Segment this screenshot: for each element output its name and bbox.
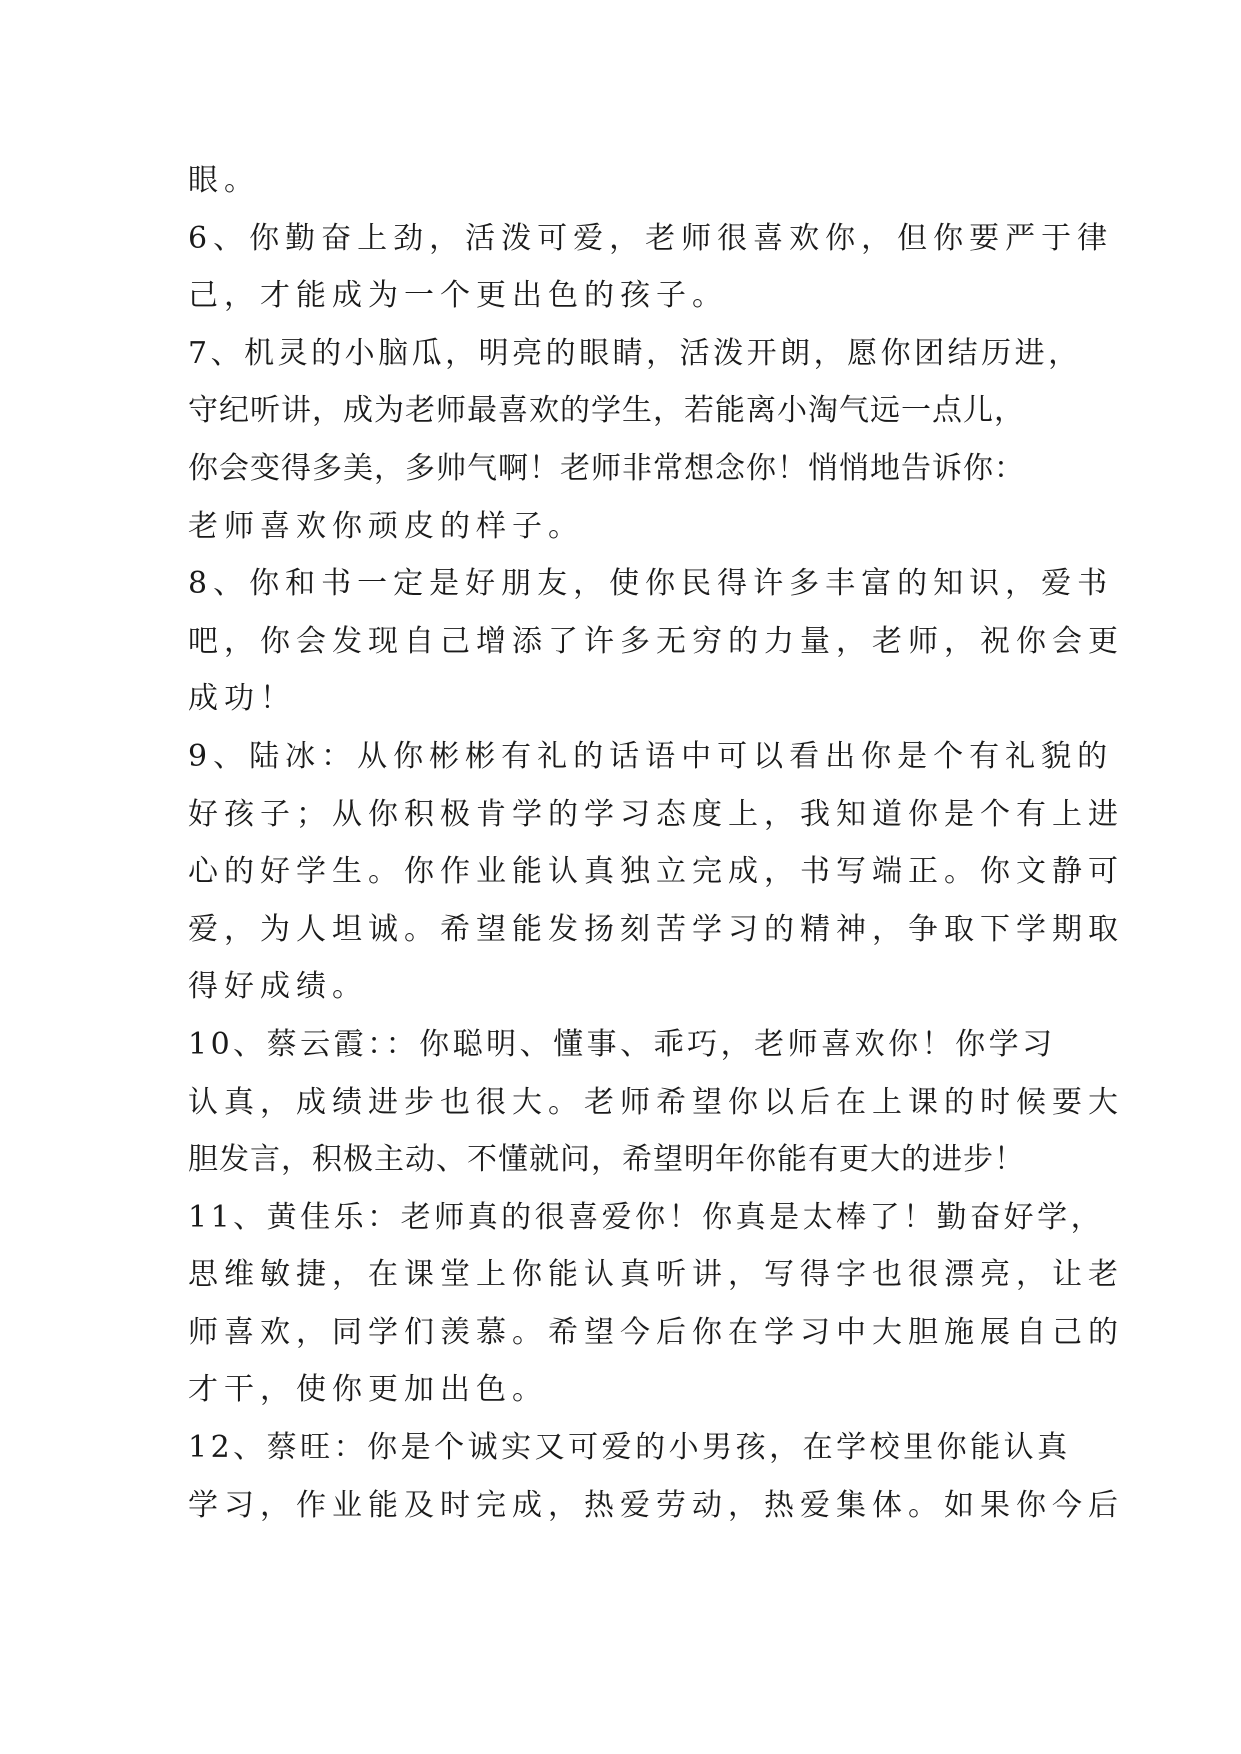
text-line: 吧，你会发现自己增添了许多无穷的力量，老师，祝你会更 bbox=[188, 623, 1124, 659]
text-line: 成功！ bbox=[188, 681, 296, 717]
text-line: 己，才能成为一个更出色的孩子。 bbox=[188, 278, 728, 314]
text-line: 老师喜欢你顽皮的样子。 bbox=[188, 508, 584, 544]
text-line: 7、机灵的小脑瓜，明亮的眼睛，活泼开朗，愿你团结历进， bbox=[188, 335, 1082, 371]
text-line: 得好成绩。 bbox=[188, 969, 368, 1005]
text-line: 8、你和书一定是好朋友，使你民得许多丰富的知识，爱书 bbox=[188, 566, 1114, 602]
text-line: 好孩子；从你积极肯学的学习态度上，我知道你是个有上进 bbox=[188, 796, 1124, 832]
text-line: 11、黄佳乐：老师真的很喜爱你！你真是太棒了！勤奋好学， bbox=[188, 1199, 1105, 1235]
text-line: 12、蔡旺：你是个诚实又可爱的小男孩，在学校里你能认真 bbox=[188, 1430, 1071, 1466]
text-line: 你会变得多美，多帅气啊！老师非常想念你！悄悄地告诉你： bbox=[188, 450, 1025, 486]
text-line: 9、陆冰：从你彬彬有礼的话语中可以看出你是个有礼貌的 bbox=[188, 738, 1114, 774]
text-line: 师喜欢，同学们羡慕。希望今后你在学习中大胆施展自己的 bbox=[188, 1314, 1124, 1350]
text-line: 守纪听讲，成为老师最喜欢的学生，若能离小淘气远一点儿， bbox=[188, 393, 1025, 429]
text-line: 眼。 bbox=[188, 163, 260, 198]
text-line: 学习，作业能及时完成，热爱劳动，热爱集体。如果你今后 bbox=[188, 1487, 1124, 1523]
text-line: 思维敏捷，在课堂上你能认真听讲，写得字也很漂亮，让老 bbox=[188, 1257, 1124, 1293]
text-line: 认真，成绩进步也很大。老师希望你以后在上课的时候要大 bbox=[188, 1084, 1124, 1120]
document-body bbox=[188, 152, 1124, 1534]
text-line: 胆发言，积极主动、不懂就问，希望明年你能有更大的进步！ bbox=[188, 1142, 1025, 1178]
text-line: 心的好学生。你作业能认真独立完成，书写端正。你文静可 bbox=[188, 854, 1124, 890]
text-line: 10、蔡云霞：：你聪明、懂事、乖巧，老师喜欢你！你学习 bbox=[188, 1026, 1056, 1062]
text-line: 才干，使你更加出色。 bbox=[188, 1372, 548, 1408]
text-line: 6、你勤奋上劲，活泼可爱，老师很喜欢你，但你要严于律 bbox=[188, 220, 1114, 256]
text-line: 爱，为人坦诚。希望能发扬刻苦学习的精神，争取下学期取 bbox=[188, 911, 1124, 947]
